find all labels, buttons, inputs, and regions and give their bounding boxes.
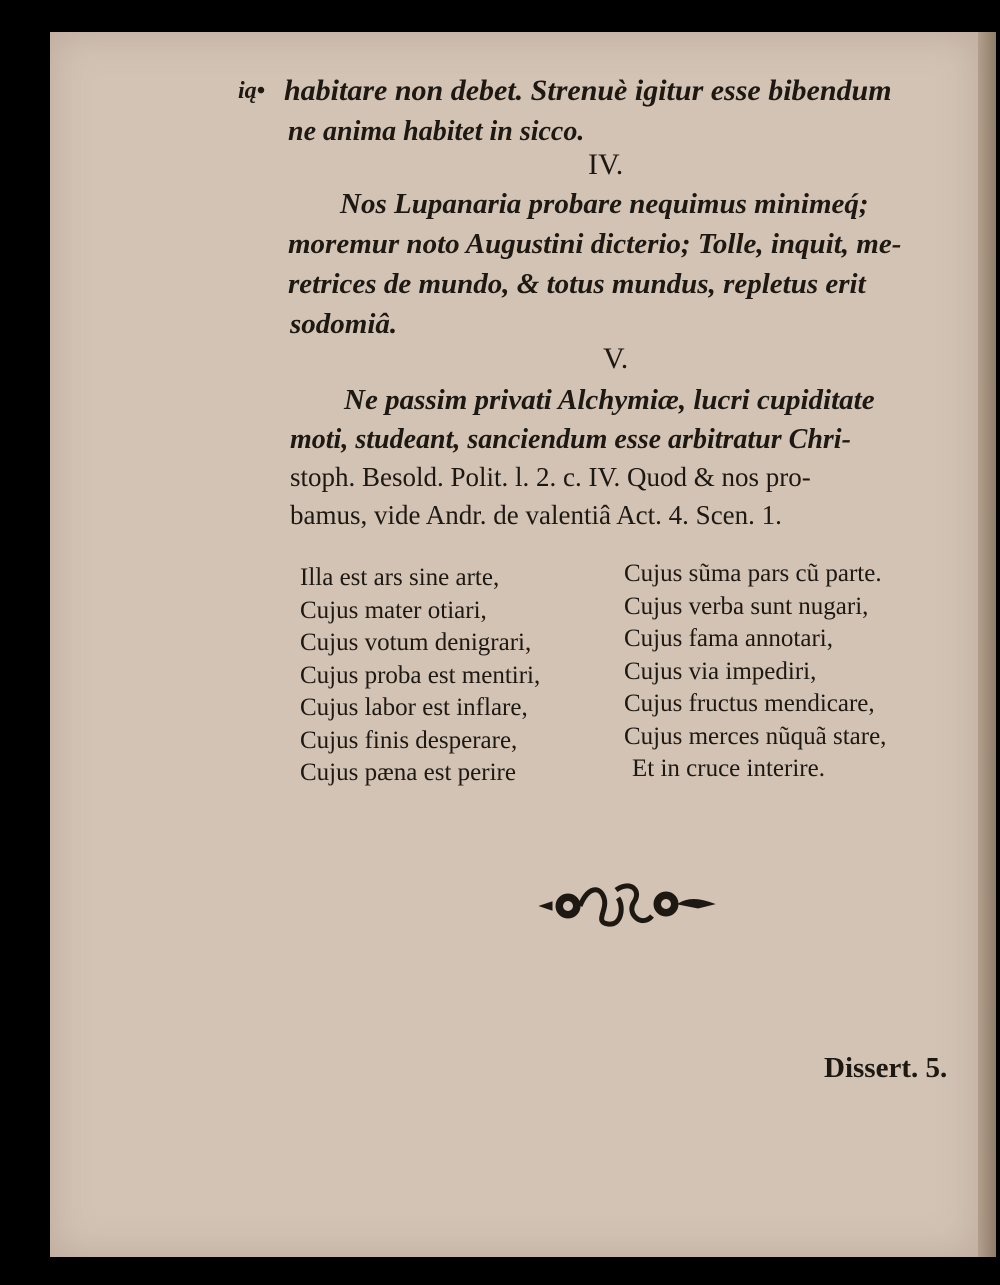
verse-left-line: Illa est ars sine arte, <box>300 564 500 591</box>
para4-line-1: Nos Lupanaria probare nequimus minimeq́; <box>340 188 869 220</box>
verse-right-line: Cujus fructus mendicare, <box>624 690 875 717</box>
text-line-1: habitare non debet. Strenuè igitur esse bibendum <box>284 74 892 107</box>
catchword: Dissert. 5. <box>824 1052 948 1084</box>
para4-line-2: moremur noto Augustini dicterio; Tolle, inquit, me- <box>288 228 902 260</box>
verse-right-line: Cujus merces nũquã stare, <box>624 722 887 750</box>
verse-left-line: Cujus labor est inflare, <box>300 694 528 721</box>
verse-column-left <box>300 562 540 790</box>
page-marker: ią• <box>238 78 266 104</box>
verse-right-line: Cujus via impediri, <box>624 657 817 685</box>
para4-line-4: sodomiâ. <box>290 308 398 340</box>
verse-right-line: Cujus verba sunt nugari, <box>624 592 869 620</box>
verse-left-line: Cujus mater otiari, <box>300 596 487 624</box>
section-number-iv: IV. <box>588 148 624 181</box>
verse-left-line: Cujus finis desperare, <box>300 726 518 754</box>
verse-column-right <box>624 558 886 786</box>
text-line-2: ne anima habitet in sicco. <box>288 116 585 147</box>
printers-ornament-icon <box>538 876 718 936</box>
verse-right-line: Cujus sũma pars cũ parte. <box>624 560 882 587</box>
para4-line-3: retrices de mundo, & totus mundus, repletus erit <box>288 268 866 300</box>
verse-right-line: Et in cruce interire. <box>632 755 825 782</box>
para5-line-4: bamus, vide Andr. de valentiâ Act. 4. Scen. 1. <box>290 500 782 530</box>
verse-right-line: Cujus fama annotari, <box>624 625 833 652</box>
para5-line-1: Ne passim privati Alchymiæ, lucri cupiditate <box>344 384 875 416</box>
verse-left-line: Cujus votum denigrari, <box>300 629 532 656</box>
verse-left-line: Cujus proba est mentiri, <box>300 661 541 689</box>
verse-left-line: Cujus pæna est perire <box>300 759 516 786</box>
para5-line-2: moti, studeant, sanciendum esse arbitratur Chri- <box>290 424 851 455</box>
section-number-v: V. <box>603 342 629 375</box>
para5-line-3: stoph. Besold. Polit. l. 2. c. IV. Quod & nos pro- <box>290 462 811 492</box>
